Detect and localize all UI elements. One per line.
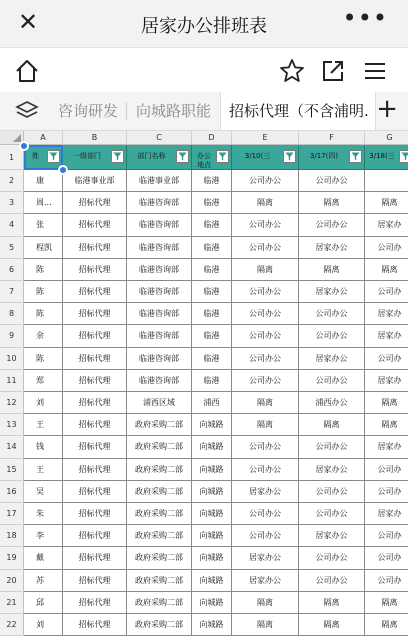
table-cell[interactable]: 公司办公 (232, 303, 299, 325)
filter-icon[interactable] (216, 150, 229, 163)
layers-icon[interactable] (14, 99, 40, 123)
table-cell[interactable]: 招标代理 (63, 570, 127, 592)
table-cell[interactable]: 招标代理 (63, 436, 127, 458)
table-cell[interactable]: 陈 (24, 348, 63, 370)
column-header-a[interactable]: A (24, 131, 63, 145)
header-cell[interactable] (232, 145, 299, 170)
sheet-tabs (0, 92, 408, 131)
table-cell[interactable]: 招标代理 (63, 192, 127, 214)
table-cell[interactable]: 向城路 (192, 503, 232, 525)
row-number[interactable]: 13 (0, 414, 24, 436)
table-cell[interactable]: 郑 (24, 370, 63, 392)
table-cell[interactable]: 临港咨询部 (127, 281, 192, 303)
table-cell[interactable]: 居家办 (365, 503, 408, 525)
table-cell[interactable]: 程凯 (24, 237, 63, 259)
table-cell[interactable]: 居家办公 (299, 237, 365, 259)
table-cell[interactable]: 招标代理 (63, 481, 127, 503)
table-cell[interactable] (365, 170, 408, 192)
column-header-f[interactable]: F (299, 131, 365, 145)
table-cell[interactable]: 临港 (192, 348, 232, 370)
table-cell[interactable]: 隔离 (232, 414, 299, 436)
table-cell[interactable]: 临港 (192, 192, 232, 214)
table-cell[interactable]: 向城路 (192, 547, 232, 569)
table-cell[interactable]: 隔离 (232, 592, 299, 614)
filter-icon[interactable] (349, 150, 362, 163)
row-number[interactable]: 7 (0, 281, 24, 303)
table-cell[interactable]: 临港咨询部 (127, 214, 192, 236)
table-cell[interactable]: 钱 (24, 436, 63, 458)
table-cell[interactable]: 临港事业部 (63, 170, 127, 192)
table-cell[interactable]: 浦西办公 (299, 392, 365, 414)
table-cell[interactable]: 公司办公 (232, 348, 299, 370)
table-cell[interactable]: 居家办公 (232, 547, 299, 569)
add-sheet-button[interactable]: + (376, 94, 398, 124)
table-cell[interactable]: 隔离 (299, 414, 365, 436)
table-cell[interactable]: 隔离 (299, 192, 365, 214)
column-header-e[interactable]: E (232, 131, 299, 145)
share-icon[interactable] (319, 57, 347, 85)
table-cell[interactable]: 苏 (24, 570, 63, 592)
spreadsheet-grid[interactable] (0, 131, 408, 640)
table-cell[interactable]: 戴 (24, 547, 63, 569)
table-cell[interactable]: 居家办公 (299, 525, 365, 547)
table-cell[interactable]: 政府采购二部 (127, 414, 192, 436)
table-cell[interactable]: 朱 (24, 503, 63, 525)
selection-handle-top[interactable] (19, 141, 29, 151)
row-number[interactable]: 5 (0, 237, 24, 259)
header-label: 一级部门 (73, 152, 101, 160)
table-cell[interactable]: 临港 (192, 281, 232, 303)
row-number[interactable]: 17 (0, 503, 24, 525)
table-cell[interactable]: 公司办 (365, 237, 408, 259)
more-icon[interactable]: ••• (342, 4, 388, 32)
close-icon[interactable]: ✕ (18, 8, 39, 36)
table-cell[interactable]: 向城路 (192, 459, 232, 481)
table-cell[interactable]: 公司办 (365, 281, 408, 303)
row-number[interactable]: 22 (0, 614, 24, 636)
table-cell[interactable]: 临港 (192, 214, 232, 236)
table-cell[interactable]: 招标代理 (63, 303, 127, 325)
table-cell[interactable]: 公司办 (365, 547, 408, 569)
table-cell[interactable]: 隔离 (232, 614, 299, 636)
table-cell[interactable]: 周... (24, 192, 63, 214)
header-cell[interactable] (299, 145, 365, 170)
table-cell[interactable]: 政府采购二部 (127, 614, 192, 636)
table-cell[interactable]: 公司办公 (299, 214, 365, 236)
star-icon[interactable] (278, 57, 306, 85)
table-cell[interactable]: 招标代理 (63, 370, 127, 392)
table-cell[interactable]: 居家办 (365, 370, 408, 392)
table-cell[interactable]: 临港 (192, 325, 232, 347)
table-cell[interactable]: 吴 (24, 481, 63, 503)
table-cell[interactable]: 居家办公 (299, 281, 365, 303)
table-cell[interactable]: 招标代理 (63, 503, 127, 525)
table-cell[interactable]: 刘 (24, 614, 63, 636)
header-label: 姓 (32, 152, 39, 160)
table-cell[interactable]: 公司办 (365, 570, 408, 592)
table-cell[interactable]: 隔离 (365, 259, 408, 281)
table-cell[interactable]: 余 (24, 325, 63, 347)
table-cell[interactable]: 居家办 (365, 214, 408, 236)
table-cell[interactable]: 居家办公 (232, 481, 299, 503)
table-cell[interactable]: 临港事业部 (127, 170, 192, 192)
filter-icon[interactable] (399, 150, 408, 163)
header-cell[interactable] (127, 145, 192, 170)
table-cell[interactable]: 隔离 (299, 259, 365, 281)
table-cell[interactable]: 王 (24, 459, 63, 481)
table-cell[interactable]: 公司办公 (232, 237, 299, 259)
table-cell[interactable]: 公司办 (365, 525, 408, 547)
tab-divider (126, 102, 127, 120)
table-cell[interactable]: 临港 (192, 259, 232, 281)
table-cell[interactable]: 陈 (24, 259, 63, 281)
table-cell[interactable]: 公司办公 (232, 170, 299, 192)
table-cell[interactable]: 向城路 (192, 525, 232, 547)
table-cell[interactable]: 公司办公 (299, 570, 365, 592)
column-header-b[interactable]: B (63, 131, 127, 145)
table-cell[interactable]: 居家办 (365, 436, 408, 458)
header-label: 3/18(三 (369, 152, 395, 160)
filter-icon[interactable] (111, 150, 124, 163)
header-label: 办公地点 (197, 152, 211, 169)
row-number[interactable]: 11 (0, 370, 24, 392)
selected-cell (24, 145, 63, 170)
table-cell[interactable]: 陈 (24, 281, 63, 303)
table-cell[interactable]: 隔离 (299, 592, 365, 614)
table-cell[interactable]: 隔离 (232, 192, 299, 214)
row-number[interactable]: 1 (0, 145, 24, 170)
table-cell[interactable]: 招标代理 (63, 592, 127, 614)
table-cell[interactable]: 居家办 (365, 303, 408, 325)
table-cell[interactable]: 公司办公 (232, 281, 299, 303)
row-number[interactable]: 3 (0, 192, 24, 214)
table-cell[interactable]: 公司办公 (232, 436, 299, 458)
table-cell[interactable]: 公司办公 (299, 325, 365, 347)
table-cell[interactable]: 公司办公 (299, 503, 365, 525)
table-cell[interactable]: 公司办公 (232, 325, 299, 347)
table-cell[interactable]: 浦西区域 (127, 392, 192, 414)
table-cell[interactable]: 招标代理 (63, 414, 127, 436)
toolbar (0, 48, 408, 93)
home-icon[interactable] (13, 57, 41, 85)
table-cell[interactable]: 临港 (192, 237, 232, 259)
table-cell[interactable]: 隔离 (299, 614, 365, 636)
table-cell[interactable]: 招标代理 (63, 547, 127, 569)
table-cell[interactable]: 公司办公 (299, 547, 365, 569)
table-cell[interactable]: 王 (24, 414, 63, 436)
header-label: 3/17(四) (309, 152, 339, 160)
row-number[interactable]: 19 (0, 547, 24, 569)
tab-zixun-yanfa[interactable]: 咨询研发 (58, 102, 119, 120)
table-cell[interactable]: 公司办 (365, 459, 408, 481)
table-cell[interactable]: 招标代理 (63, 281, 127, 303)
table-cell[interactable]: 临港咨询部 (127, 259, 192, 281)
table-cell[interactable]: 隔离 (365, 614, 408, 636)
table-cell[interactable]: 公司办公 (232, 525, 299, 547)
table-cell[interactable]: 隔离 (365, 414, 408, 436)
table-cell[interactable]: 隔离 (365, 392, 408, 414)
table-cell[interactable]: 公司办公 (232, 214, 299, 236)
table-cell[interactable]: 公司办公 (232, 503, 299, 525)
table-cell[interactable]: 张 (24, 214, 63, 236)
table-cell[interactable]: 招标代理 (63, 525, 127, 547)
table-cell[interactable]: 招标代理 (63, 259, 127, 281)
table-cell[interactable]: 公司办公 (232, 459, 299, 481)
table-cell[interactable]: 政府采购二部 (127, 459, 192, 481)
table-cell[interactable]: 向城路 (192, 436, 232, 458)
row-number[interactable]: 9 (0, 325, 24, 347)
table-cell[interactable]: 隔离 (232, 392, 299, 414)
header-cell[interactable] (63, 145, 127, 170)
table-cell[interactable]: 临港咨询部 (127, 192, 192, 214)
row-number[interactable]: 15 (0, 459, 24, 481)
table-cell[interactable]: 邱 (24, 592, 63, 614)
table-cell[interactable]: 招标代理 (63, 325, 127, 347)
table-cell[interactable]: 公司办 (365, 481, 408, 503)
table-cell[interactable]: 居家办 (365, 325, 408, 347)
filter-icon[interactable] (283, 150, 296, 163)
table-cell[interactable]: 居家办公 (299, 348, 365, 370)
page-title: 居家办公排班表 (141, 16, 267, 37)
table-cell[interactable]: 招标代理 (63, 348, 127, 370)
table-cell[interactable]: 隔离 (365, 592, 408, 614)
menu-icon[interactable] (361, 57, 389, 85)
table-cell[interactable]: 招标代理 (63, 392, 127, 414)
table-cell[interactable]: 居家办公 (299, 459, 365, 481)
table-cell[interactable]: 向城路 (192, 614, 232, 636)
row-number[interactable]: 21 (0, 592, 24, 614)
column-header-g[interactable]: G (365, 131, 408, 145)
table-cell[interactable]: 政府采购二部 (127, 503, 192, 525)
header-label: 部门名称 (137, 152, 166, 160)
table-cell[interactable]: 居家办公 (232, 570, 299, 592)
table-cell[interactable]: 李 (24, 525, 63, 547)
table-cell[interactable]: 公司办公 (299, 170, 365, 192)
row-number[interactable]: 18 (0, 525, 24, 547)
row-number[interactable]: 4 (0, 214, 24, 236)
tab-zhaobiao-daili[interactable]: 招标代理（不含浦明. (220, 92, 376, 130)
row-number[interactable]: 10 (0, 348, 24, 370)
table-cell[interactable]: 招标代理 (63, 214, 127, 236)
table-cell[interactable]: 公司办公 (299, 303, 365, 325)
row-number[interactable]: 2 (0, 170, 24, 192)
table-cell[interactable]: 公司办公 (299, 370, 365, 392)
table-cell[interactable]: 公司办公 (299, 481, 365, 503)
table-cell[interactable]: 政府采购二部 (127, 436, 192, 458)
column-header-d[interactable]: D (192, 131, 232, 145)
row-number[interactable]: 16 (0, 481, 24, 503)
table-cell[interactable]: 隔离 (365, 192, 408, 214)
table-cell[interactable]: 招标代理 (63, 459, 127, 481)
table-cell[interactable]: 临港咨询部 (127, 303, 192, 325)
table-cell[interactable]: 临港 (192, 303, 232, 325)
table-cell[interactable]: 政府采购二部 (127, 547, 192, 569)
table-cell[interactable]: 陈 (24, 303, 63, 325)
table-cell[interactable]: 临港 (192, 170, 232, 192)
table-cell[interactable]: 向城路 (192, 570, 232, 592)
header-cell[interactable] (365, 145, 408, 170)
column-header-c[interactable]: C (127, 131, 192, 145)
table-cell[interactable]: 政府采购二部 (127, 570, 192, 592)
table-cell[interactable]: 公司办 (365, 348, 408, 370)
table-cell[interactable]: 康 (24, 170, 63, 192)
table-cell[interactable]: 临港咨询部 (127, 370, 192, 392)
table-cell[interactable]: 隔离 (232, 259, 299, 281)
table-cell[interactable]: 临港咨询部 (127, 325, 192, 347)
row-number[interactable]: 14 (0, 436, 24, 458)
table-cell[interactable]: 向城路 (192, 592, 232, 614)
table-cell[interactable]: 临港咨询部 (127, 348, 192, 370)
row-number[interactable]: 20 (0, 570, 24, 592)
filter-icon[interactable] (176, 150, 189, 163)
table-cell[interactable]: 招标代理 (63, 614, 127, 636)
table-cell[interactable]: 政府采购二部 (127, 481, 192, 503)
tab-xiangchenglu[interactable]: 向城路职能 (136, 102, 212, 120)
table-cell[interactable]: 招标代理 (63, 237, 127, 259)
table-cell[interactable]: 刘 (24, 392, 63, 414)
selection-handle-bottom[interactable] (58, 165, 68, 175)
table-cell[interactable]: 向城路 (192, 414, 232, 436)
row-number[interactable]: 6 (0, 259, 24, 281)
header-label: 3/10(三 (244, 152, 271, 160)
table-cell[interactable]: 临港咨询部 (127, 237, 192, 259)
table-cell[interactable]: 公司办公 (299, 436, 365, 458)
table-cell[interactable]: 向城路 (192, 481, 232, 503)
table-cell[interactable]: 公司办公 (232, 370, 299, 392)
row-number[interactable]: 8 (0, 303, 24, 325)
header-cell[interactable] (192, 145, 232, 170)
row-number[interactable]: 12 (0, 392, 24, 414)
title-bar (0, 0, 408, 48)
table-cell[interactable]: 政府采购二部 (127, 525, 192, 547)
table-cell[interactable]: 临港 (192, 370, 232, 392)
table-cell[interactable]: 政府采购二部 (127, 592, 192, 614)
table-cell[interactable]: 浦西 (192, 392, 232, 414)
